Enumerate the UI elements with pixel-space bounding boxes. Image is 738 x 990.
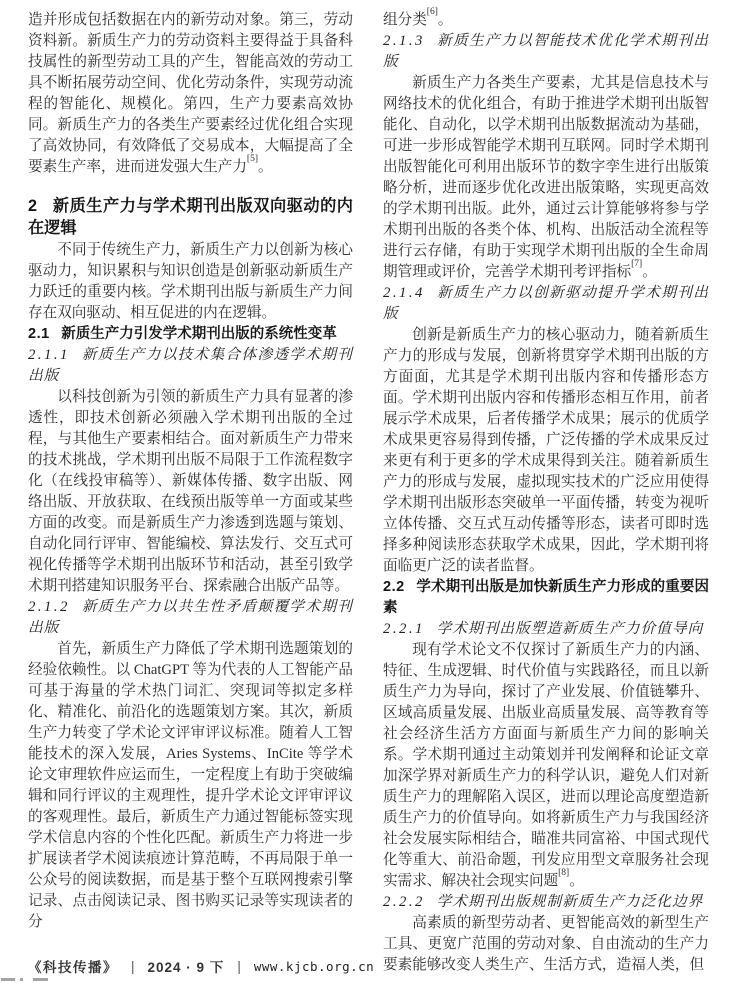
reference-marker-6: [6] [426,6,438,17]
reference-marker-5: [5] [246,153,258,164]
right-column [383,6,709,976]
subsubsection-2-1-2-heading [28,597,353,639]
footer-separator: | [131,958,135,974]
subsubsection-2-1-4-heading [383,283,709,325]
subsubsection-title: 新质生产力以创新驱动提升学术期刊出版 [383,285,709,322]
left-column [28,10,353,933]
subsubsection-title: 学术期刊出版塑造新质生产力价值导向 [436,621,704,637]
paragraph-tail: 。 [258,159,273,175]
subsection-2-2-heading [383,577,709,619]
paragraph-text: 新质生产力各类生产要素，尤其是信息技术与网络技术的优化组合，有助于推进学术期刊出版智能化、自动化，以学术期刊出版数据流动为基础，可进一步形成智能学术期刊互联网。同时学术期刊出版智能化可利用出版环节的数字孪生进行出版策略分析，进而逐步优化改进出版策略，实现更高效的学术期刊出版。此外，通过云计算能够将参与学术期刊出版的各类个体、机构、出版活动全流程等进行云存储，有助于实现学术期刊出版的全生命周期管理或评价，完善学术期刊考评指标 [383,75,709,280]
paragraph-tail: 。 [569,873,584,889]
subsubsection-title: 新质生产力以智能技术优化学术期刊出版 [383,33,709,70]
subsection-title: 学术期刊出版是加快新质生产力形成的重要因素 [383,579,709,616]
section-number: 2 [28,197,38,215]
journal-name: 《科技传播》 [28,960,118,975]
paragraph [28,240,353,324]
paragraph-continued [28,10,353,178]
paragraph [383,73,709,283]
journal-url: www.kjcb.org.cn [253,958,375,974]
reference-marker-7: [7] [631,258,643,269]
paragraph [383,640,709,892]
paragraph-tail: 。 [437,12,453,28]
subsection-2-1-heading [28,324,353,345]
section-title: 新质生产力与学术期刊出版双向驱动的内在逻辑 [28,197,353,237]
subsubsection-number: 2.1.1 [28,347,70,363]
paragraph [383,913,709,976]
page-corner-mark [33,978,48,981]
reference-marker-8: [8] [558,867,570,878]
paragraph-tail: 。 [642,264,657,280]
subsubsection-title: 新质生产力以技术集合体渗透学术期刊出版 [28,347,353,384]
subsubsection-2-1-3-heading [383,31,709,73]
paragraph-text: 创新是新质生产力的核心驱动力，随着新质生产力的形成与发展，创新将贯穿学术期刊出版的方方面面，尤其是学术期刊出版内容和传播形态方面。学术期刊出版内容和传播形态相互作用，前者展示学术成果，后者传播学术成果；展示的优质学术成果更容易得到传播，广泛传播的学术成果反过来更有利于更多的学术成果得到关注。随着新质生产力的形成与发展，虚拟现实技术的广泛应用使得学术期刊出版形态突破单一平面传播，转变为视听立体传播、交互式互动传播等形态，读者可即时选择多种阅读形态获取学术成果，因此，学术期刊将面临更广泛的读者监督。 [383,327,709,574]
subsection-number: 2.1 [28,326,50,342]
paragraph [28,639,353,933]
page-corner-mark [1,978,15,981]
subsubsection-number: 2.2.1 [383,621,425,637]
subsection-title: 新质生产力引发学术期刊出版的系统性变革 [61,326,337,342]
footer-separator: | [237,958,241,974]
subsubsection-title: 新质生产力以共生性矛盾颠覆学术期刊出版 [28,599,353,636]
paragraph-text: 首先，新质生产力降低了学术期刊选题策划的经验依赖性。以 ChatGPT 等为代表的人工智能产品可基于海量的学术热门词汇、突现词等拟定多样化、精准化、前沿化的选题策划方案。其次，新质生产力转变了学术论文评审评议标准。随着人工智能技术的深入发展，Aries Systems、InCite 等学术论文审理软件应运而生，一定程度上有助于突破编辑和同行评议的主观理性，提升学术论文评审评议的客观理性。最后，新质生产力通过智能标签实现学术信息内容的个性化匹配。新质生产力将进一步扩展读者学术阅读痕迹计算范畴，不再局限于单一公众号的阅读数据，而是基于整个互联网搜索引擎记录、点击阅读记录、图书购买记录等实现读者的分 [28,641,353,930]
page-footer [28,956,374,976]
paragraph [28,387,353,597]
paragraph-text: 以科技创新为引领的新质生产力具有显著的渗透性，即技术创新必须融入学术期刊出版的全过程，与其他生产要素相结合。面对新质生产力带来的技术挑战，学术期刊出版不局限于工作流程数字化（在线投审稿等）、新媒体传播、数字出版、网络出版、开放获取、在线预出版等单一方面或某些方面的改变。而是新质生产力渗透到选题与策划、自动化同行评审、智能编校、算法发行、交互式可视化传播等学术期刊出版环节和活动，甚至引致学术期刊搭建知识服务平台、探索融合出版产品等。 [28,389,353,594]
paragraph-continued [383,6,709,31]
subsection-number: 2.2 [383,579,405,595]
subsubsection-2-2-2-heading [383,892,709,913]
subsubsection-number: 2.2.2 [383,894,425,910]
section-2-heading [28,195,353,239]
subsubsection-title: 学术期刊出版规制新质生产力泛化边界 [436,894,704,910]
subsubsection-2-2-1-heading [383,619,709,640]
subsubsection-number: 2.1.4 [383,285,425,301]
paragraph-text: 造并形成包括数据在内的新劳动对象。第三，劳动资料新。新质生产力的劳动资料主要得益于具备科技属性的新型劳动工具的产生，智能高效的劳动工具不断拓展劳动空间、优化劳动条件，实现劳动流程的智能化、规模化。第四，生产力要素高效协同。新质生产力的各类生产要素经过优化组合实现了高效协同，有效降低了交易成本，大幅提高了全要素生产率，进而迸发强大生产力 [28,12,353,175]
paragraph-text: 不同于传统生产力，新质生产力以创新为核心驱动力，知识累积与知识创造是创新驱动新质生产力跃迁的重要内核。学术期刊出版与新质生产力间存在双向驱动、相互促进的内在逻辑。 [28,242,353,321]
paragraph-text: 组分类 [383,12,427,28]
issue-label: 2024 · 9 下 [147,960,225,975]
paragraph [383,325,709,577]
subsubsection-2-1-1-heading [28,345,353,387]
paragraph-text: 高素质的新型劳动者、更智能高效的新型生产工具、更宽广范围的劳动对象、自由流动的生产力要素能够改变人类生产、生活方式，造福人类，但 [383,915,709,973]
subsubsection-number: 2.1.3 [383,33,425,49]
paragraph-text: 现有学术论文不仅探讨了新质生产力的内涵、特征、生成逻辑、时代价值与实践路径，而且以新质生产力为导向，探讨了产业发展、价值链攀升、区域高质量发展、出版业高质量发展、高等教育等社会经济生活方方面面与新质生产力间的影响关系。学术期刊通过主动策划并刊发阐释和论证文章加深学界对新质生产力的科学认识，避免人们对新质生产力的理解陷入误区，进而以理论高度塑造新质生产力的价值导向。如将新质生产力与我国经济社会发展实际相结合，瞄准共同富裕、中国式现代化等重大、前沿命题，刊发应用型文章服务社会现实需求、解决社会现实问题 [383,642,709,889]
page-corner-mark [20,978,23,981]
subsubsection-number: 2.1.2 [28,599,70,615]
